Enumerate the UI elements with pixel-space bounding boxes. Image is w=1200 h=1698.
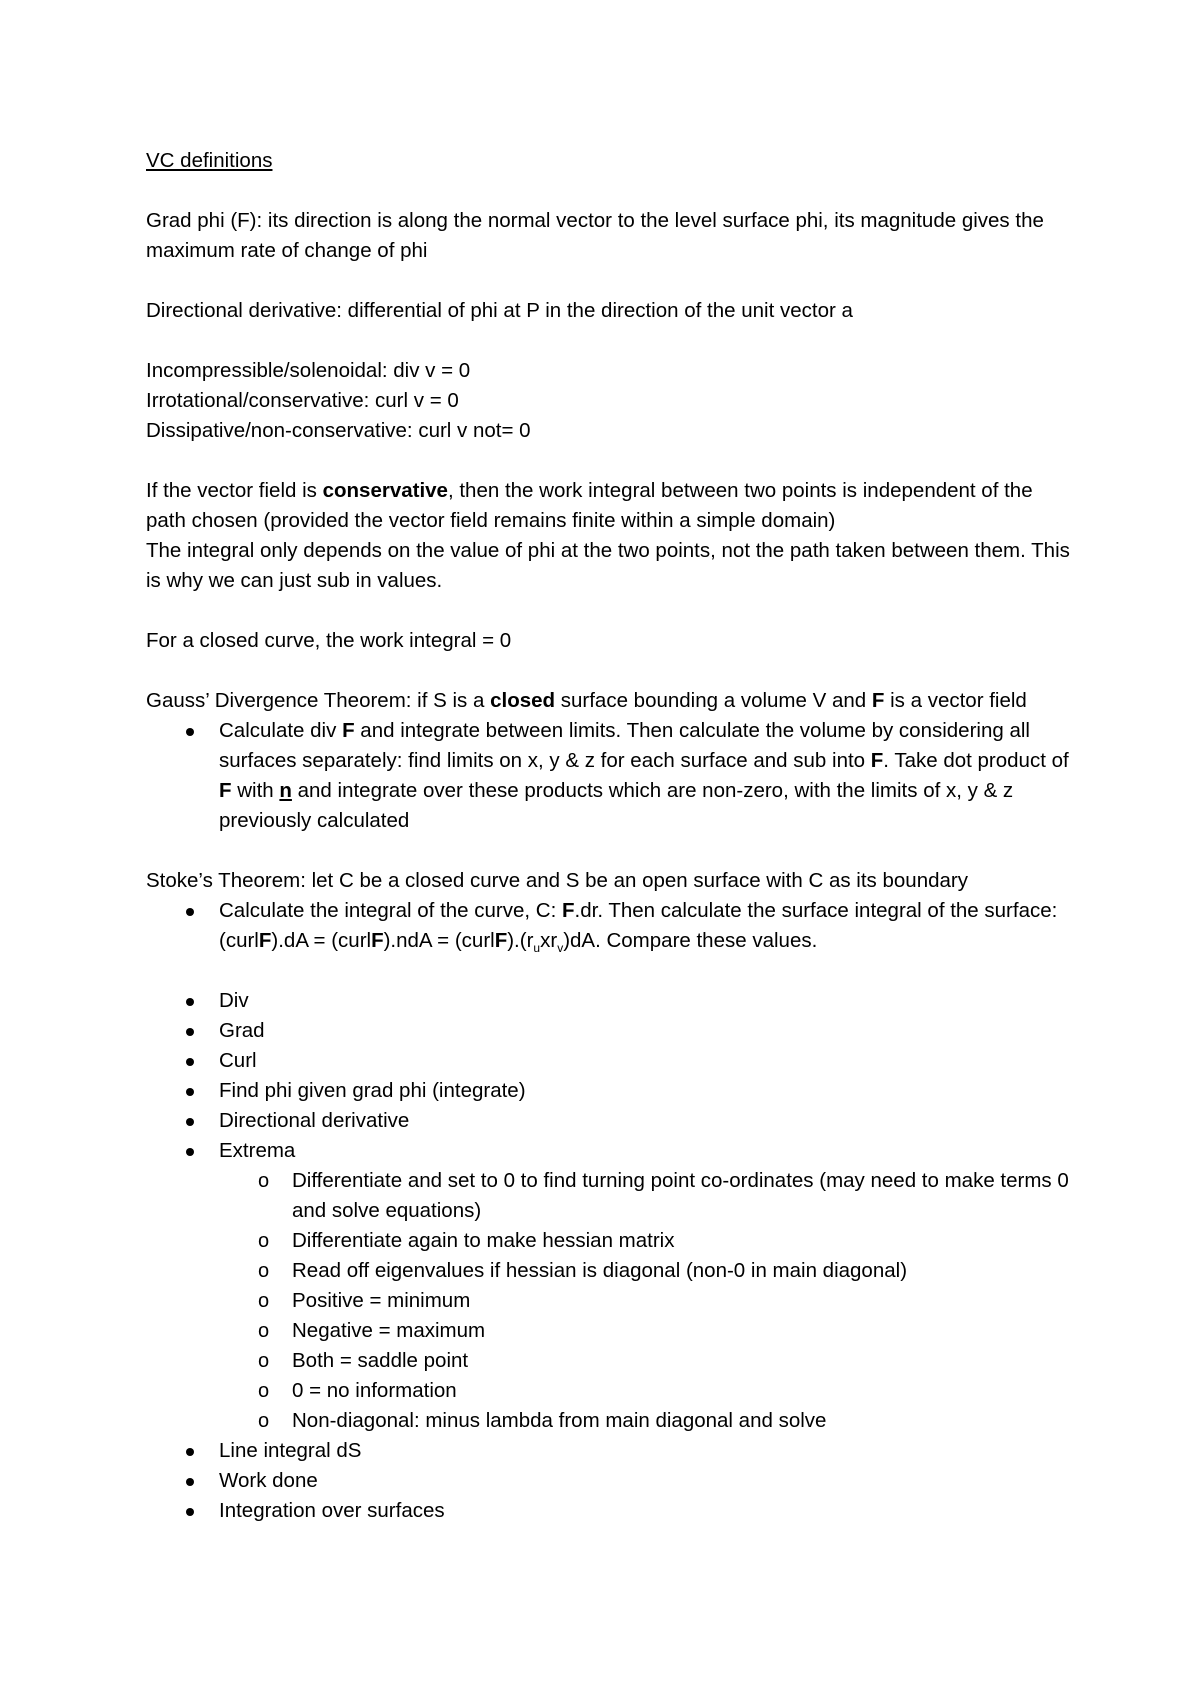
list-item: Grad <box>146 1016 1076 1046</box>
definition-dissipative: Dissipative/non-conservative: curl v not= 0 <box>146 419 531 442</box>
list-item: o Differentiate again to make hessian matrix <box>146 1226 1076 1256</box>
list-item: o Negative = maximum <box>146 1316 1076 1346</box>
bullet-icon <box>186 1148 194 1156</box>
page-title: VC definitions <box>146 149 273 172</box>
list-item: o 0 = no information <box>146 1376 1076 1406</box>
list-item: Extrema o Differentiate and set to 0 to find turning point co-ordinates (may need to make terms 0 and solve equations) o Differentiate again to make hessian matrix o Read off eigenvalues if hessian is diagonal (non-0 in main diagonal) o Positive = minimum o Negative = maximum o Both = saddle point o 0 = no information o Non-diagonal: minus lambda from main diagonal and solve <box>146 1136 1076 1436</box>
list-item: o Non-diagonal: minus lambda from main diagonal and solve <box>146 1406 1076 1436</box>
list-item: o Positive = minimum <box>146 1286 1076 1316</box>
circle-bullet-icon: o <box>258 1230 270 1252</box>
circle-bullet-icon: o <box>258 1320 270 1342</box>
list-item: Div <box>146 986 1076 1016</box>
extrema-steps <box>219 1166 1076 1436</box>
list-item: Calculate the integral of the curve, C: F.dr. Then calculate the surface integral of the surface: (curlF).dA = (curlF).ndA = $(curlF).(r_uxr_v)dA$. Compare these values. <box>146 896 1076 956</box>
gauss-heading: Gauss’ Divergence Theorem: if S is a closed surface bounding a volume V and F is a vector field <box>146 689 1027 712</box>
list-item: Calculate div F and integrate between limits. Then calculate the volume by considering all surfaces separately: find limits on x, y & z for each surface and sub into F. Take dot product of F with n and integrate over these products which are non-zero, with the limits of x, y & z previously calculated <box>146 716 1076 836</box>
conservative-bold: conservative <box>322 479 448 502</box>
circle-bullet-icon: o <box>258 1260 270 1282</box>
conservative-paragraph: If the vector field is conservative, then the work integral between two points is independent of the path chosen (provided the vector field remains finite within a simple domain) <box>146 479 1033 532</box>
list-item: Directional derivative <box>146 1106 1076 1136</box>
definition-irrotational: Irrotational/conservative: curl v = 0 <box>146 389 459 412</box>
document-content <box>146 146 1076 1526</box>
circle-bullet-icon: o <box>258 1410 270 1432</box>
bullet-icon <box>186 1508 194 1516</box>
bullet-icon <box>186 998 194 1006</box>
directional-derivative-definition: Directional derivative: differential of phi at P in the direction of the unit vector a <box>146 299 853 322</box>
bullet-icon <box>186 728 194 736</box>
topics-list <box>146 986 1076 1526</box>
circle-bullet-icon: o <box>258 1350 270 1372</box>
bullet-icon <box>186 1058 194 1066</box>
list-item: o Differentiate and set to 0 to find turning point co-ordinates (may need to make terms 0 and solve equations) <box>146 1166 1076 1226</box>
list-item: Find phi given grad phi (integrate) <box>146 1076 1076 1106</box>
circle-bullet-icon: o <box>258 1290 270 1312</box>
definition-solenoidal: Incompressible/solenoidal: div v = 0 <box>146 359 471 382</box>
list-item: Line integral dS <box>146 1436 1076 1466</box>
gauss-bullets <box>146 716 1076 836</box>
grad-definition: Grad phi (F): its direction is along the normal vector to the level surface phi, its magnitude gives the maximum rate of change of phi <box>146 209 1044 262</box>
bullet-icon <box>186 908 194 916</box>
stokes-heading: Stoke’s Theorem: let C be a closed curve and S be an open surface with C as its boundary <box>146 869 968 892</box>
bullet-icon <box>186 1088 194 1096</box>
list-item: Work done <box>146 1466 1076 1496</box>
circle-bullet-icon: o <box>258 1170 270 1192</box>
bullet-icon <box>186 1028 194 1036</box>
bullet-icon <box>186 1448 194 1456</box>
list-item: o Both = saddle point <box>146 1346 1076 1376</box>
list-item: o Read off eigenvalues if hessian is diagonal (non-0 in main diagonal) <box>146 1256 1076 1286</box>
list-item: Curl <box>146 1046 1076 1076</box>
bullet-icon <box>186 1118 194 1126</box>
conservative-paragraph-2: The integral only depends on the value of phi at the two points, not the path taken between them. This is why we can just sub in values. <box>146 539 1070 592</box>
list-item: Integration over surfaces <box>146 1496 1076 1526</box>
closed-curve-note: For a closed curve, the work integral = 0 <box>146 629 512 652</box>
stokes-bullets <box>146 896 1076 956</box>
bullet-icon <box>186 1478 194 1486</box>
circle-bullet-icon: o <box>258 1380 270 1402</box>
